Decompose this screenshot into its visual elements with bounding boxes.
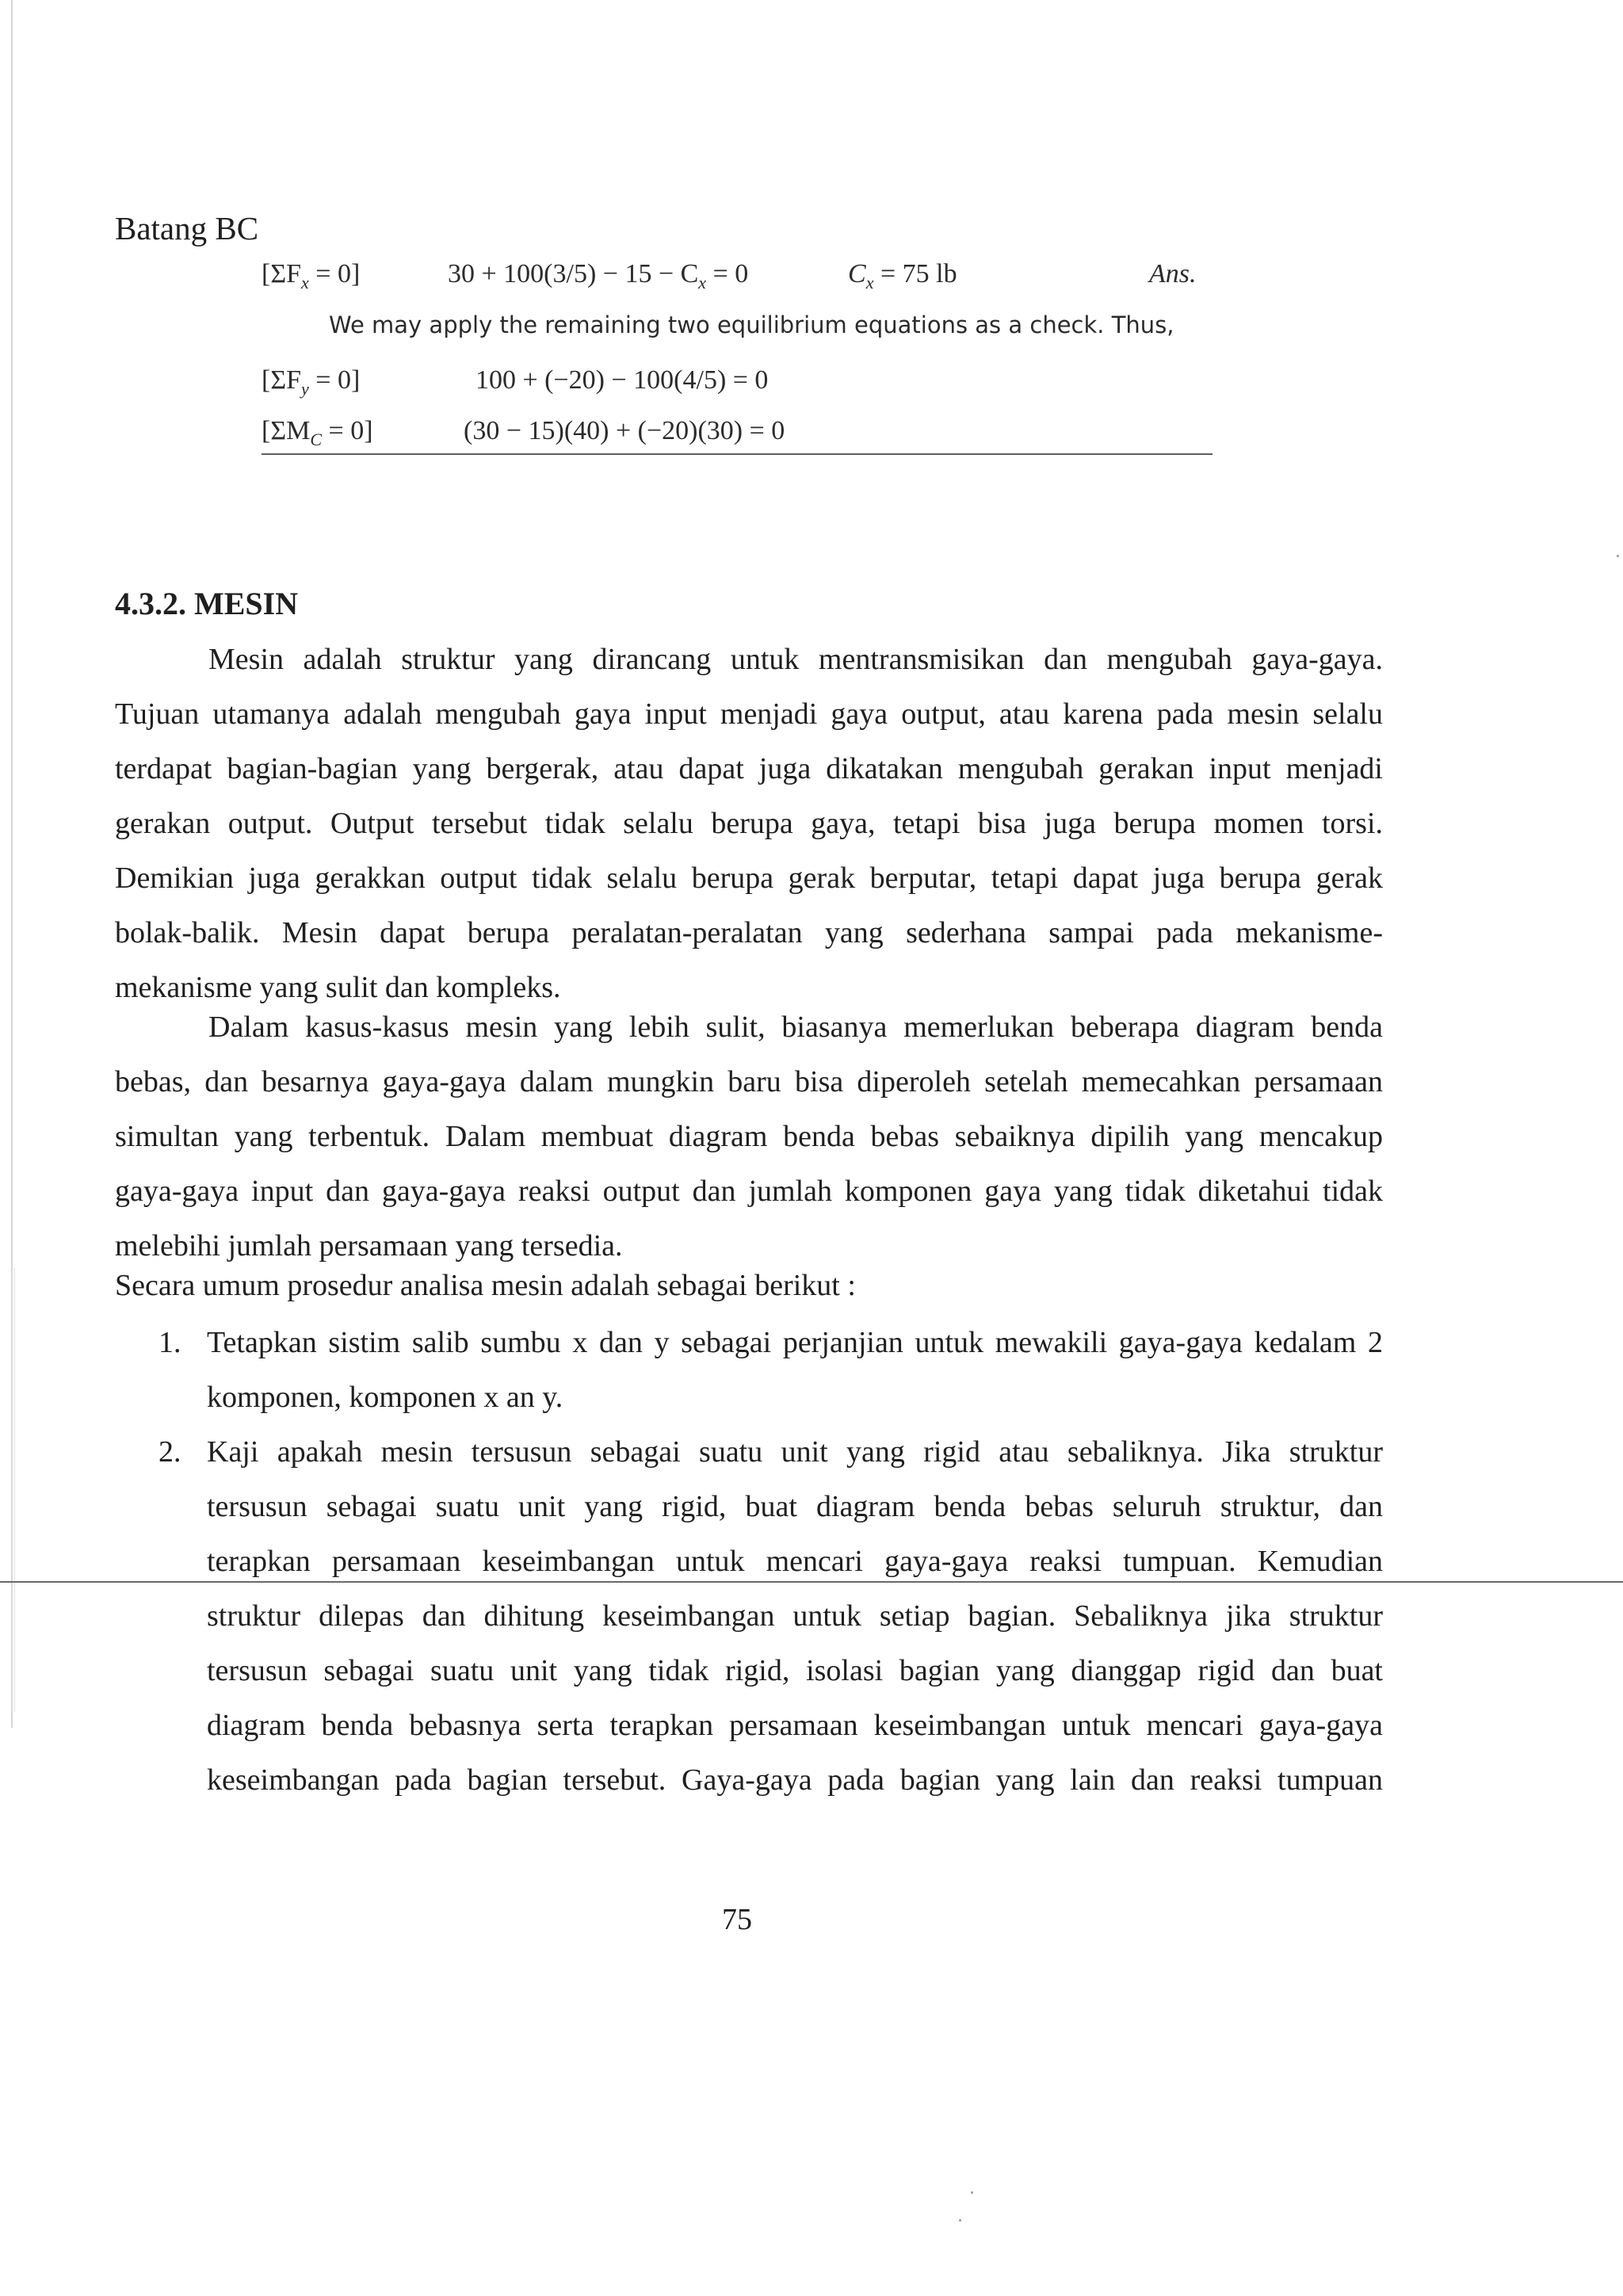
- condition-subscript: y: [301, 378, 309, 399]
- section-label: Batang BC: [115, 210, 259, 246]
- list-item: [115, 1425, 1383, 1808]
- paragraph-difficult-machines: [115, 1000, 1383, 1274]
- list-line: keseimbangan pada bagian tersebut. Gaya-gaya pada bagian yang lain dan reaksi tumpuan: [207, 1763, 1383, 1797]
- list-line: Kaji apakah mesin tersusun sebagai suatu unit yang rigid atau sebaliknya. Jika struktur: [207, 1435, 1383, 1469]
- page-number: 75: [722, 1903, 752, 1936]
- scan-edge-secondary: [14, 1268, 15, 1712]
- equation-note: We may apply the remaining two equilibrium equations as a check. Thus,: [329, 311, 1174, 338]
- procedure-intro: Secara umum prosedur analisa mesin adalah sebagai berikut :: [115, 1269, 856, 1302]
- expression-subscript: x: [698, 272, 707, 292]
- list-number: 1.: [158, 1326, 181, 1359]
- equation-expression: [448, 259, 748, 293]
- paragraph-line: melebihi jumlah persamaan yang tersedia.: [115, 1229, 623, 1263]
- equation-rule: [262, 453, 1212, 455]
- list-number: 2.: [158, 1435, 181, 1469]
- paragraph-line: bebas, dan besarnya gaya-gaya dalam mungkin baru bisa diperoleh setelah memecahkan persamaan: [115, 1065, 1383, 1098]
- equation-condition: [262, 365, 360, 399]
- condition-text: [ΣM: [262, 416, 311, 445]
- list-line: komponen, komponen x an y.: [207, 1381, 563, 1414]
- result-variable: C: [848, 259, 866, 288]
- paragraph-line: Demikian juga gerakkan output tidak selalu berupa gerak berputar, tetapi dapat juga berupa gerak: [115, 861, 1383, 895]
- condition-text: [ΣF: [262, 259, 302, 288]
- equation-expression: (30 − 15)(40) + (−20)(30) = 0: [464, 416, 785, 445]
- scan-speck: [1617, 555, 1619, 557]
- equation-condition: [262, 416, 373, 450]
- scan-speck: [959, 2219, 961, 2222]
- paragraph-line: gaya-gaya input dan gaya-gaya reaksi output dan jumlah komponen gaya yang tidak diketahui tidak: [115, 1175, 1383, 1208]
- list-line: struktur dilepas dan dihitung keseimbangan untuk setiap bagian. Sebaliknya jika struktur: [207, 1599, 1383, 1633]
- expression-end: = 0: [706, 259, 749, 288]
- condition-end: = 0]: [322, 416, 373, 445]
- answer-marker: Ans.: [1149, 259, 1197, 288]
- list-line: terapkan persamaan keseimbangan untuk mencari gaya-gaya reaksi tumpuan. Kemudian: [207, 1545, 1383, 1578]
- condition-end: = 0]: [308, 259, 361, 288]
- list-line: tersusun sebagai suatu unit yang tidak rigid, isolasi bagian yang dianggap rigid dan buat: [207, 1654, 1383, 1687]
- paragraph-line: bolak-balik. Mesin dapat berupa peralatan-peralatan yang sederhana sampai pada mekanisme-: [115, 916, 1383, 949]
- paragraph-line: Tujuan utamanya adalah mengubah gaya input menjadi gaya output, atau karena pada mesin selalu: [115, 697, 1383, 731]
- paragraph-line: mekanisme yang sulit dan kompleks.: [115, 971, 561, 1004]
- condition-subscript: C: [310, 429, 323, 449]
- list-item-body: [207, 1425, 1383, 1808]
- scan-edge: [11, 0, 13, 1728]
- scan-speck: [971, 2191, 973, 2194]
- result-subscript: x: [865, 272, 874, 292]
- paragraph-intro: [115, 632, 1383, 1015]
- result-value: = 75 lb: [873, 259, 957, 288]
- list-line: diagram benda bebasnya serta terapkan persamaan keseimbangan untuk mencari gaya-gaya: [207, 1709, 1383, 1742]
- equation-condition: [262, 259, 360, 293]
- condition-end: = 0]: [308, 365, 361, 395]
- list-item: [115, 1316, 1383, 1425]
- equation-result: [848, 259, 957, 293]
- paragraph-line: Dalam kasus-kasus mesin yang lebih sulit, biasanya memerlukan beberapa diagram benda: [208, 1010, 1383, 1044]
- paragraph-line: simultan yang terbentuk. Dalam membuat diagram benda bebas sebaiknya dipilih yang mencakup: [115, 1120, 1383, 1153]
- condition-subscript: x: [301, 272, 309, 292]
- expression-text: 30 + 100(3/5) − 15 − C: [448, 259, 699, 288]
- equation-expression: 100 + (−20) − 100(4/5) = 0: [475, 365, 769, 395]
- procedure-list: [115, 1316, 1383, 1808]
- paragraph-line: gerakan output. Output tersebut tidak selalu berupa gaya, tetapi bisa juga berupa momen torsi.: [115, 807, 1383, 840]
- section-heading: 4.3.2. MESIN: [115, 586, 299, 621]
- condition-text: [ΣF: [262, 365, 302, 395]
- list-item-body: [207, 1316, 1383, 1425]
- list-line: Tetapkan sistim salib sumbu x dan y sebagai perjanjian untuk mewakili gaya-gaya kedalam 2: [207, 1326, 1383, 1359]
- paragraph-line: Mesin adalah struktur yang dirancang untuk mentransmisikan dan mengubah gaya-gaya.: [208, 643, 1383, 676]
- paragraph-line: terdapat bagian-bagian yang bergerak, atau dapat juga dikatakan mengubah gerakan input menjadi: [115, 752, 1383, 785]
- list-line: tersusun sebagai suatu unit yang rigid, buat diagram benda bebas seluruh struktur, dan: [207, 1490, 1383, 1523]
